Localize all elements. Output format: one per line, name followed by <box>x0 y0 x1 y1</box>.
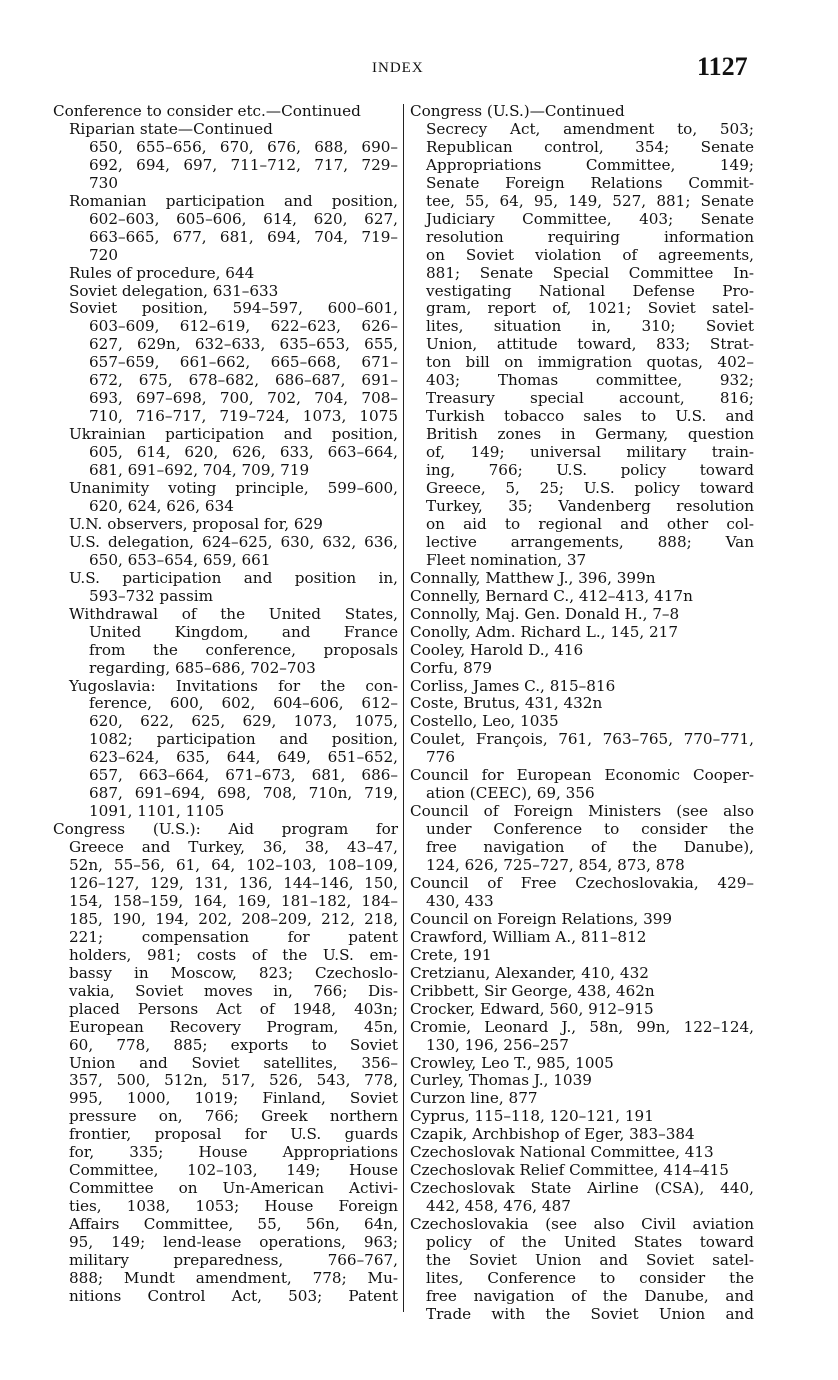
index-line: 681, 691–692, 704, 709, 719 <box>89 461 310 480</box>
index-line: 627, 629n, 632–633, 635–653, 655, <box>89 335 398 354</box>
index-line: Committee on Un-American Activi- <box>69 1179 398 1198</box>
index-line: pressure on, 766; Greek northern <box>69 1107 398 1126</box>
index-line: 687, 691–694, 698, 708, 710n, 719, <box>89 784 398 803</box>
index-line: placed Persons Act of 1948, 403n; <box>69 999 398 1018</box>
index-line: Union, attitude toward, 833; Strat- <box>426 335 754 354</box>
index-line: Coulet, François, 761, 763–765, 770–771, <box>410 730 754 749</box>
index-line: Congress (U.S.): Aid program for <box>53 820 398 839</box>
index-line: Council for European Economic Cooper- <box>410 766 754 785</box>
index-line: vakia, Soviet moves in, 766; Dis- <box>69 981 398 1000</box>
index-line: Crocker, Edward, 560, 912–915 <box>410 999 654 1018</box>
index-line: 430, 433 <box>426 891 494 910</box>
index-line: 663–665, 677, 681, 694, 704, 719– <box>89 227 398 246</box>
index-line: 124, 626, 725–727, 854, 873, 878 <box>426 856 685 875</box>
index-line: ties, 1038, 1053; House Foreign <box>69 1197 398 1216</box>
index-line: Corfu, 879 <box>410 658 493 677</box>
index-line: Crete, 191 <box>410 945 492 964</box>
index-line: Rules of procedure, 644 <box>69 263 255 282</box>
index-line: Riparian state—Continued <box>69 119 273 138</box>
index-line: Republican control, 354; Senate <box>426 137 754 156</box>
index-line: Congress (U.S.)—Continued <box>410 102 625 120</box>
index-line: 1091, 1101, 1105 <box>89 802 225 821</box>
index-line: Council of Foreign Ministers (see also <box>410 802 754 821</box>
index-line: on aid to regional and other col- <box>426 514 754 533</box>
index-line: ing, 766; U.S. policy toward <box>426 461 754 480</box>
index-line: 95, 149; lend-lease operations, 963; <box>69 1233 398 1252</box>
index-line: 1082; participation and position, <box>89 730 398 749</box>
index-line: Trade with the Soviet Union and <box>426 1304 754 1323</box>
index-line: Affairs Committee, 55, 56n, 64n, <box>69 1215 398 1234</box>
index-line: 126–127, 129, 131, 136, 144–146, 150, <box>69 873 398 892</box>
index-line: ton bill on immigration quotas, 402– <box>426 353 754 372</box>
index-line: under Conference to consider the <box>426 820 754 839</box>
index-line: Secrecy Act, amendment to, 503; <box>426 119 754 138</box>
index-line: Treasury special account, 816; <box>426 389 754 408</box>
index-line: Turkey, 35; Vandenberg resolution <box>426 496 754 515</box>
index-column-right <box>410 103 754 1324</box>
index-line: policy of the United States toward <box>426 1233 754 1252</box>
index-line: Cribbett, Sir George, 438, 462n <box>410 981 655 1000</box>
index-line: United Kingdom, and France <box>89 622 398 641</box>
index-line: Senate Foreign Relations Commit- <box>426 173 754 192</box>
index-line: nitions Control Act, 503; Patent <box>69 1286 398 1305</box>
index-line: European Recovery Program, 45n, <box>69 1017 398 1036</box>
index-line: Judiciary Committee, 403; Senate <box>426 209 754 228</box>
page-header <box>0 52 838 88</box>
index-line: free navigation of the Danube, and <box>426 1286 754 1305</box>
index-line: free navigation of the Danube), <box>426 838 754 857</box>
index-line: Connelly, Bernard C., 412–413, 417n <box>410 586 693 605</box>
index-line: Fleet nomination, 37 <box>426 550 587 569</box>
index-line: Turkish tobacco sales to U.S. and <box>426 407 754 426</box>
index-line: 881; Senate Special Committee In- <box>426 263 754 282</box>
index-line: 888; Mundt amendment, 778; Mu- <box>69 1268 398 1287</box>
index-line: 650, 655–656, 670, 676, 688, 690– <box>89 137 398 156</box>
index-line: 692, 694, 697, 711–712, 717, 729– <box>89 155 398 174</box>
index-line: Curzon line, 877 <box>410 1089 538 1108</box>
index-line: Greece, 5, 25; U.S. policy toward <box>426 479 754 498</box>
index-line: 130, 196, 256–257 <box>426 1035 569 1054</box>
index-line: lites, Conference to consider the <box>426 1268 754 1287</box>
index-line: 995, 1000, 1019; Finland, Soviet <box>69 1089 398 1108</box>
index-line: Coste, Brutus, 431, 432n <box>410 694 603 713</box>
index-line: Czechoslovak National Committee, 413 <box>410 1143 714 1162</box>
index-line: Czapik, Archbishop of Eger, 383–384 <box>410 1125 695 1144</box>
index-line: vestigating National Defense Pro- <box>426 281 754 300</box>
index-line: Withdrawal of the United States, <box>69 604 398 623</box>
index-line: Romanian participation and position, <box>69 191 398 210</box>
index-line: 693, 697–698, 700, 702, 704, 708– <box>89 389 398 408</box>
index-line: 657, 663–664, 671–673, 681, 686– <box>89 766 398 785</box>
index-line: Ukrainian participation and position, <box>69 425 398 444</box>
index-line: regarding, 685–686, 702–703 <box>89 658 316 677</box>
index-line: Cyprus, 115–118, 120–121, 191 <box>410 1107 654 1126</box>
index-line: of, 149; universal military train- <box>426 443 754 462</box>
index-line: 154, 158–159, 164, 169, 181–182, 184– <box>69 891 398 910</box>
index-line: gram, report of, 1021; Soviet satel- <box>426 299 754 318</box>
index-line: Union and Soviet satellites, 356– <box>69 1053 398 1072</box>
index-line: Corliss, James C., 815–816 <box>410 676 616 695</box>
index-line: 620, 622, 625, 629, 1073, 1075, <box>89 712 398 731</box>
index-line: 602–603, 605–606, 614, 620, 627, <box>89 209 398 228</box>
index-line: Conolly, Adm. Richard L., 145, 217 <box>410 622 679 641</box>
index-line: Czechoslovakia (see also Civil aviation <box>410 1215 754 1234</box>
index-line: for, 335; House Appropriations <box>69 1143 398 1162</box>
index-line: 593–732 passim <box>89 586 214 605</box>
index-line: lites, situation in, 310; Soviet <box>426 317 754 336</box>
index-line: Connolly, Maj. Gen. Donald H., 7–8 <box>410 604 680 623</box>
index-line: U.S. participation and position in, <box>69 568 398 587</box>
index-line: 403; Thomas committee, 932; <box>426 371 754 390</box>
index-line: Unanimity voting principle, 599–600, <box>69 479 398 498</box>
index-line: Appropriations Committee, 149; <box>426 155 754 174</box>
index-line: Council on Foreign Relations, 399 <box>410 909 673 928</box>
index-line: 776 <box>426 748 455 767</box>
page-number: 1127 <box>697 52 748 81</box>
index-line: 52n, 55–56, 61, 64, 102–103, 108–109, <box>69 856 398 875</box>
index-line: Council of Free Czechoslovakia, 429– <box>410 873 754 892</box>
index-line: Yugoslavia: Invitations for the con- <box>69 676 398 695</box>
index-line: Crawford, William A., 811–812 <box>410 927 647 946</box>
index-line: Czechoslovak State Airline (CSA), 440, <box>410 1179 754 1198</box>
index-line: bassy in Moscow, 823; Czechoslo- <box>69 963 398 982</box>
index-line: Conference to consider etc.—Continued <box>53 102 361 120</box>
column-divider <box>403 104 404 1312</box>
index-line: U.S. delegation, 624–625, 630, 632, 636, <box>69 532 398 551</box>
index-line: 650, 653–654, 659, 661 <box>89 550 271 569</box>
index-line: British zones in Germany, question <box>426 425 754 444</box>
index-line: holders, 981; costs of the U.S. em- <box>69 945 398 964</box>
index-line: military preparedness, 766–767, <box>69 1251 398 1269</box>
index-line: 442, 458, 476, 487 <box>426 1197 571 1216</box>
index-line: 730 <box>89 173 118 192</box>
index-line: on Soviet violation of agreements, <box>426 245 754 264</box>
index-line: Crowley, Leo T., 985, 1005 <box>410 1053 614 1072</box>
index-column-left <box>53 103 398 1306</box>
index-line: Committee, 102–103, 149; House <box>69 1161 398 1180</box>
index-line: lective arrangements, 888; Van <box>426 532 754 551</box>
index-line: Czechoslovak Relief Committee, 414–415 <box>410 1161 729 1180</box>
index-line: 603–609, 612–619, 622–623, 626– <box>89 317 398 336</box>
index-line: Greece and Turkey, 36, 38, 43–47, <box>69 838 398 857</box>
index-line: Soviet position, 594–597, 600–601, <box>69 299 398 318</box>
index-line: the Soviet Union and Soviet satel- <box>426 1251 754 1269</box>
index-line: 623–624, 635, 644, 649, 651–652, <box>89 748 398 767</box>
index-line: 657–659, 661–662, 665–668, 671– <box>89 353 398 372</box>
index-line: tee, 55, 64, 95, 149, 527, 881; Senate <box>426 191 754 210</box>
index-line: 221; compensation for patent <box>69 927 398 946</box>
index-line: U.N. observers, proposal for, 629 <box>69 514 323 533</box>
index-line: 672, 675, 678–682, 686–687, 691– <box>89 371 398 390</box>
index-line: Cooley, Harold D., 416 <box>410 640 584 659</box>
index-line: from the conference, proposals <box>89 640 398 659</box>
index-line: Cromie, Leonard J., 58n, 99n, 122–124, <box>410 1017 754 1036</box>
index-line: resolution requiring information <box>426 227 754 246</box>
index-line: 357, 500, 512n, 517, 526, 543, 778, <box>69 1071 398 1090</box>
index-line: ation (CEEC), 69, 356 <box>426 784 595 803</box>
index-line: ference, 600, 602, 604–606, 612– <box>89 694 398 713</box>
index-line: frontier, proposal for U.S. guards <box>69 1125 398 1144</box>
index-line: 620, 624, 626, 634 <box>89 496 234 515</box>
index-line: Curley, Thomas J., 1039 <box>410 1071 592 1090</box>
index-line: 60, 778, 885; exports to Soviet <box>69 1035 398 1054</box>
index-line: Cretzianu, Alexander, 410, 432 <box>410 963 649 982</box>
index-line: 720 <box>89 245 118 264</box>
index-line: 185, 190, 194, 202, 208–209, 212, 218, <box>69 909 398 928</box>
index-line: 605, 614, 620, 626, 633, 663–664, <box>89 443 398 462</box>
index-line: 710, 716–717, 719–724, 1073, 1075 <box>89 407 398 426</box>
index-line: Costello, Leo, 1035 <box>410 712 559 731</box>
index-line: Soviet delegation, 631–633 <box>69 281 279 300</box>
index-line: Connally, Matthew J., 396, 399n <box>410 568 656 587</box>
running-head: INDEX <box>372 60 424 76</box>
